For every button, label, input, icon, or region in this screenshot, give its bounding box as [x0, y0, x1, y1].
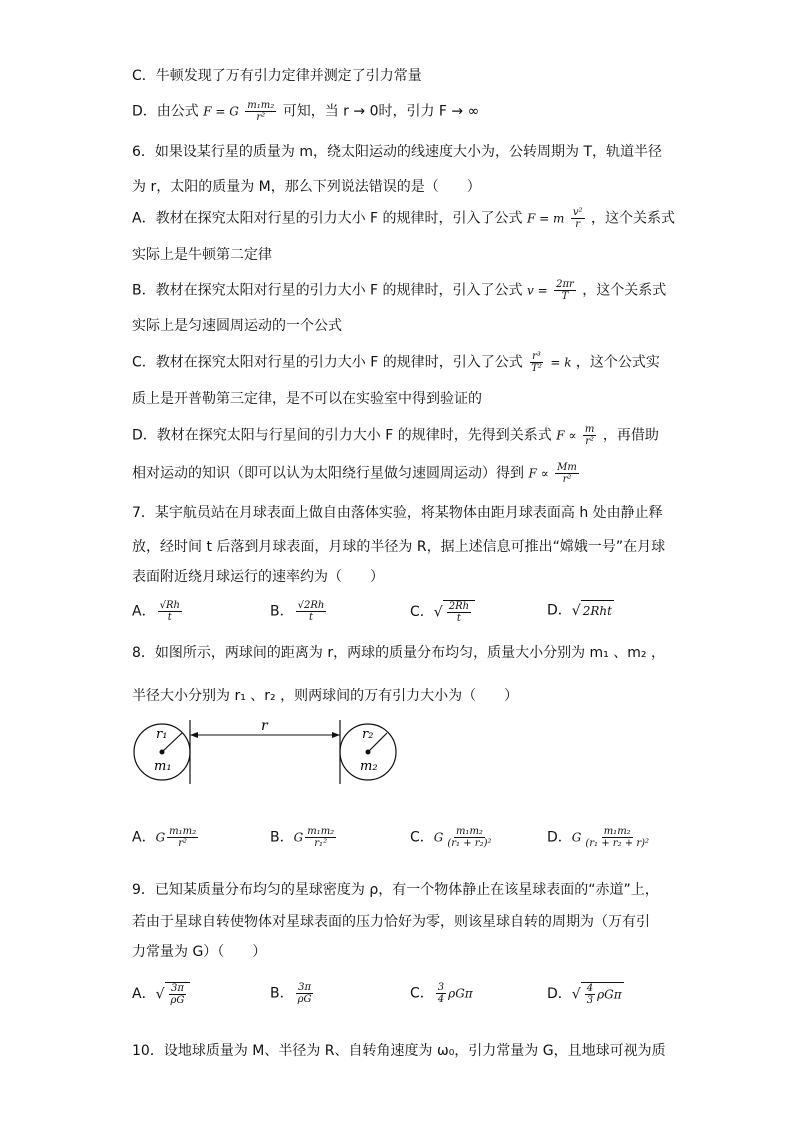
- question-8-line2: 半径大小分别为 r₁ 、r₂ ，则两球间的万有引力大小为（ ）: [132, 688, 519, 704]
- question-7-line3: 表面附近绕月球运行的速率约为（ ）: [132, 569, 384, 585]
- q7-option-b: B． $\frac{√2Rh}{t}$: [270, 600, 325, 623]
- q7-option-a: A． $\frac{√Rh}{t}$: [132, 600, 180, 623]
- question-9-line2: 若由于星球自转使物体对星球表面的压力恰好为零，则该星球自转的周期为（万有引: [132, 914, 650, 930]
- question-6-option-d-line2: 相对运动的知识（即可以认为太阳绕行星做匀速圆周运动）得到 F ∝ $\frac{Mm}{\text{r²}}$: [132, 462, 577, 485]
- formula-f-g: F = G: [203, 104, 239, 119]
- label-m2: m₂: [360, 759, 378, 774]
- q8-option-b: B．G $\frac{\text{m₁m₂}}{\text{r₁²}}$: [270, 826, 335, 849]
- fraction-v2-r: $\frac{\text{v²}}{r}$: [572, 207, 583, 230]
- question-6-option-b: B．教材在探究太阳对行星的引力大小 F 的规律时，引入了公式 v = $\frac{2\pi r}{T}$ ，这个关系式: [132, 279, 667, 302]
- fraction-2pir-t: $\frac{2\pi r}{T}$: [556, 279, 574, 302]
- question-6-option-a: A．教材在探究太阳对行星的引力大小 F 的规律时，引入了公式 F = m $\frac{\text{v²}}{r}$ ，这个关系式: [132, 207, 675, 230]
- question-6-option-a-line2: 实际上是牛顿第二定律: [132, 247, 272, 263]
- question-8-line1: 8．如图所示，两球间的距离为 r，两球的质量分布均匀，质量大小分别为 m₁ 、m₂ ，: [132, 645, 665, 661]
- question-6-option-c: C．教材在探究太阳对行星的引力大小 F 的规律时，引入了公式 $\frac{\text{r³}}{\text{T²}}$ = k ，这个公式实: [132, 351, 660, 374]
- question-7-line2: 放，经时间 t 后落到月球表面，月球的半径为 R，据上述信息可推出“嫦娥一号”在月球: [132, 539, 666, 555]
- q9-option-b: B． $\frac{3\pi}{\rho G}$: [270, 982, 312, 1005]
- label-r1: r₁: [156, 727, 168, 742]
- fraction-mm-r2: $\frac{Mm}{\text{r²}}$: [557, 462, 577, 485]
- q9-option-c: C． $\frac{3}{4}$ ρGπ: [410, 982, 473, 1005]
- q9-option-d: D．√ $\frac{4}{3}$ ρGπ: [547, 983, 622, 1006]
- option-d-prev: [132, 100, 479, 123]
- question-6-line1: 6．如果设某行星的质量为 m，绕太阳运动的线速度大小为，公转周期为 T，轨道半径: [132, 144, 662, 160]
- question-7-line1: 7．某宇航员站在月球表面上做自由落体实验，将某物体由距月球表面高 h 处由静止释: [132, 505, 663, 521]
- label-r2: r₂: [362, 727, 374, 742]
- question-9-line3: 力常量为 G）（ ）: [132, 944, 267, 960]
- option-6c-prev: C．牛顿发现了万有引力定律并测定了引力常量: [132, 68, 422, 84]
- q8-option-c: C．G $\frac{\text{m₁m₂}}{\text{(r₁ + r₂)²}}$: [410, 826, 492, 849]
- fraction-r3-t2: $\frac{\text{r³}}{\text{T²}}$: [531, 351, 542, 374]
- fraction-m1m2-r2: $\frac{\text{m₁m₂}}{\text{r²}}$: [247, 100, 275, 123]
- two-spheres-figure: [130, 712, 410, 792]
- question-6-option-c-line2: 质上是开普勒第三定律，是不可以在实验室中得到验证的: [132, 391, 482, 407]
- option-d-suffix: 可知，当 r → 0时，引力 F → ∞: [282, 103, 480, 120]
- question-10-line1: 10．设地球质量为 M、半径为 R、自转角速度为 ω₀，引力常量为 G，且地球可视为质: [132, 1043, 666, 1059]
- fraction-m-r2: $\frac{m}{\text{r²}}$: [584, 424, 595, 447]
- question-6-option-b-line2: 实际上是匀速圆周运动的一个公式: [132, 318, 342, 334]
- q7-option-d: D．√ 2Rht: [547, 600, 614, 621]
- q8-option-d: D．G $\frac{\text{m₁m₂}}{\text{(r₁ + r₂ + r)²}}$: [547, 826, 650, 849]
- question-9-line1: 9．已知某质量分布均匀的星球密度为 ρ，有一个物体静止在该星球表面的“赤道”上，: [132, 882, 659, 898]
- q8-option-a: A．G $\frac{\text{m₁m₂}}{\text{r²}}$: [132, 826, 197, 849]
- label-m1: m₁: [154, 759, 172, 774]
- q9-option-a: A．√ $\frac{3\pi}{\rho G}$: [132, 982, 190, 1006]
- question-6-option-d: D．教材在探究太阳与行星间的引力大小 F 的规律时，先得到关系式 F ∝ $\frac{m}{\text{r²}}$ ，再借助: [132, 424, 659, 447]
- label-r: r: [261, 718, 268, 734]
- question-6-line2: 为 r，太阳的质量为 M，那么下列说法错误的是（ ）: [132, 179, 481, 195]
- option-d-prefix: D．由公式: [132, 103, 199, 120]
- q7-option-c: C．√ $\frac{2Rh}{t}$: [410, 600, 475, 624]
